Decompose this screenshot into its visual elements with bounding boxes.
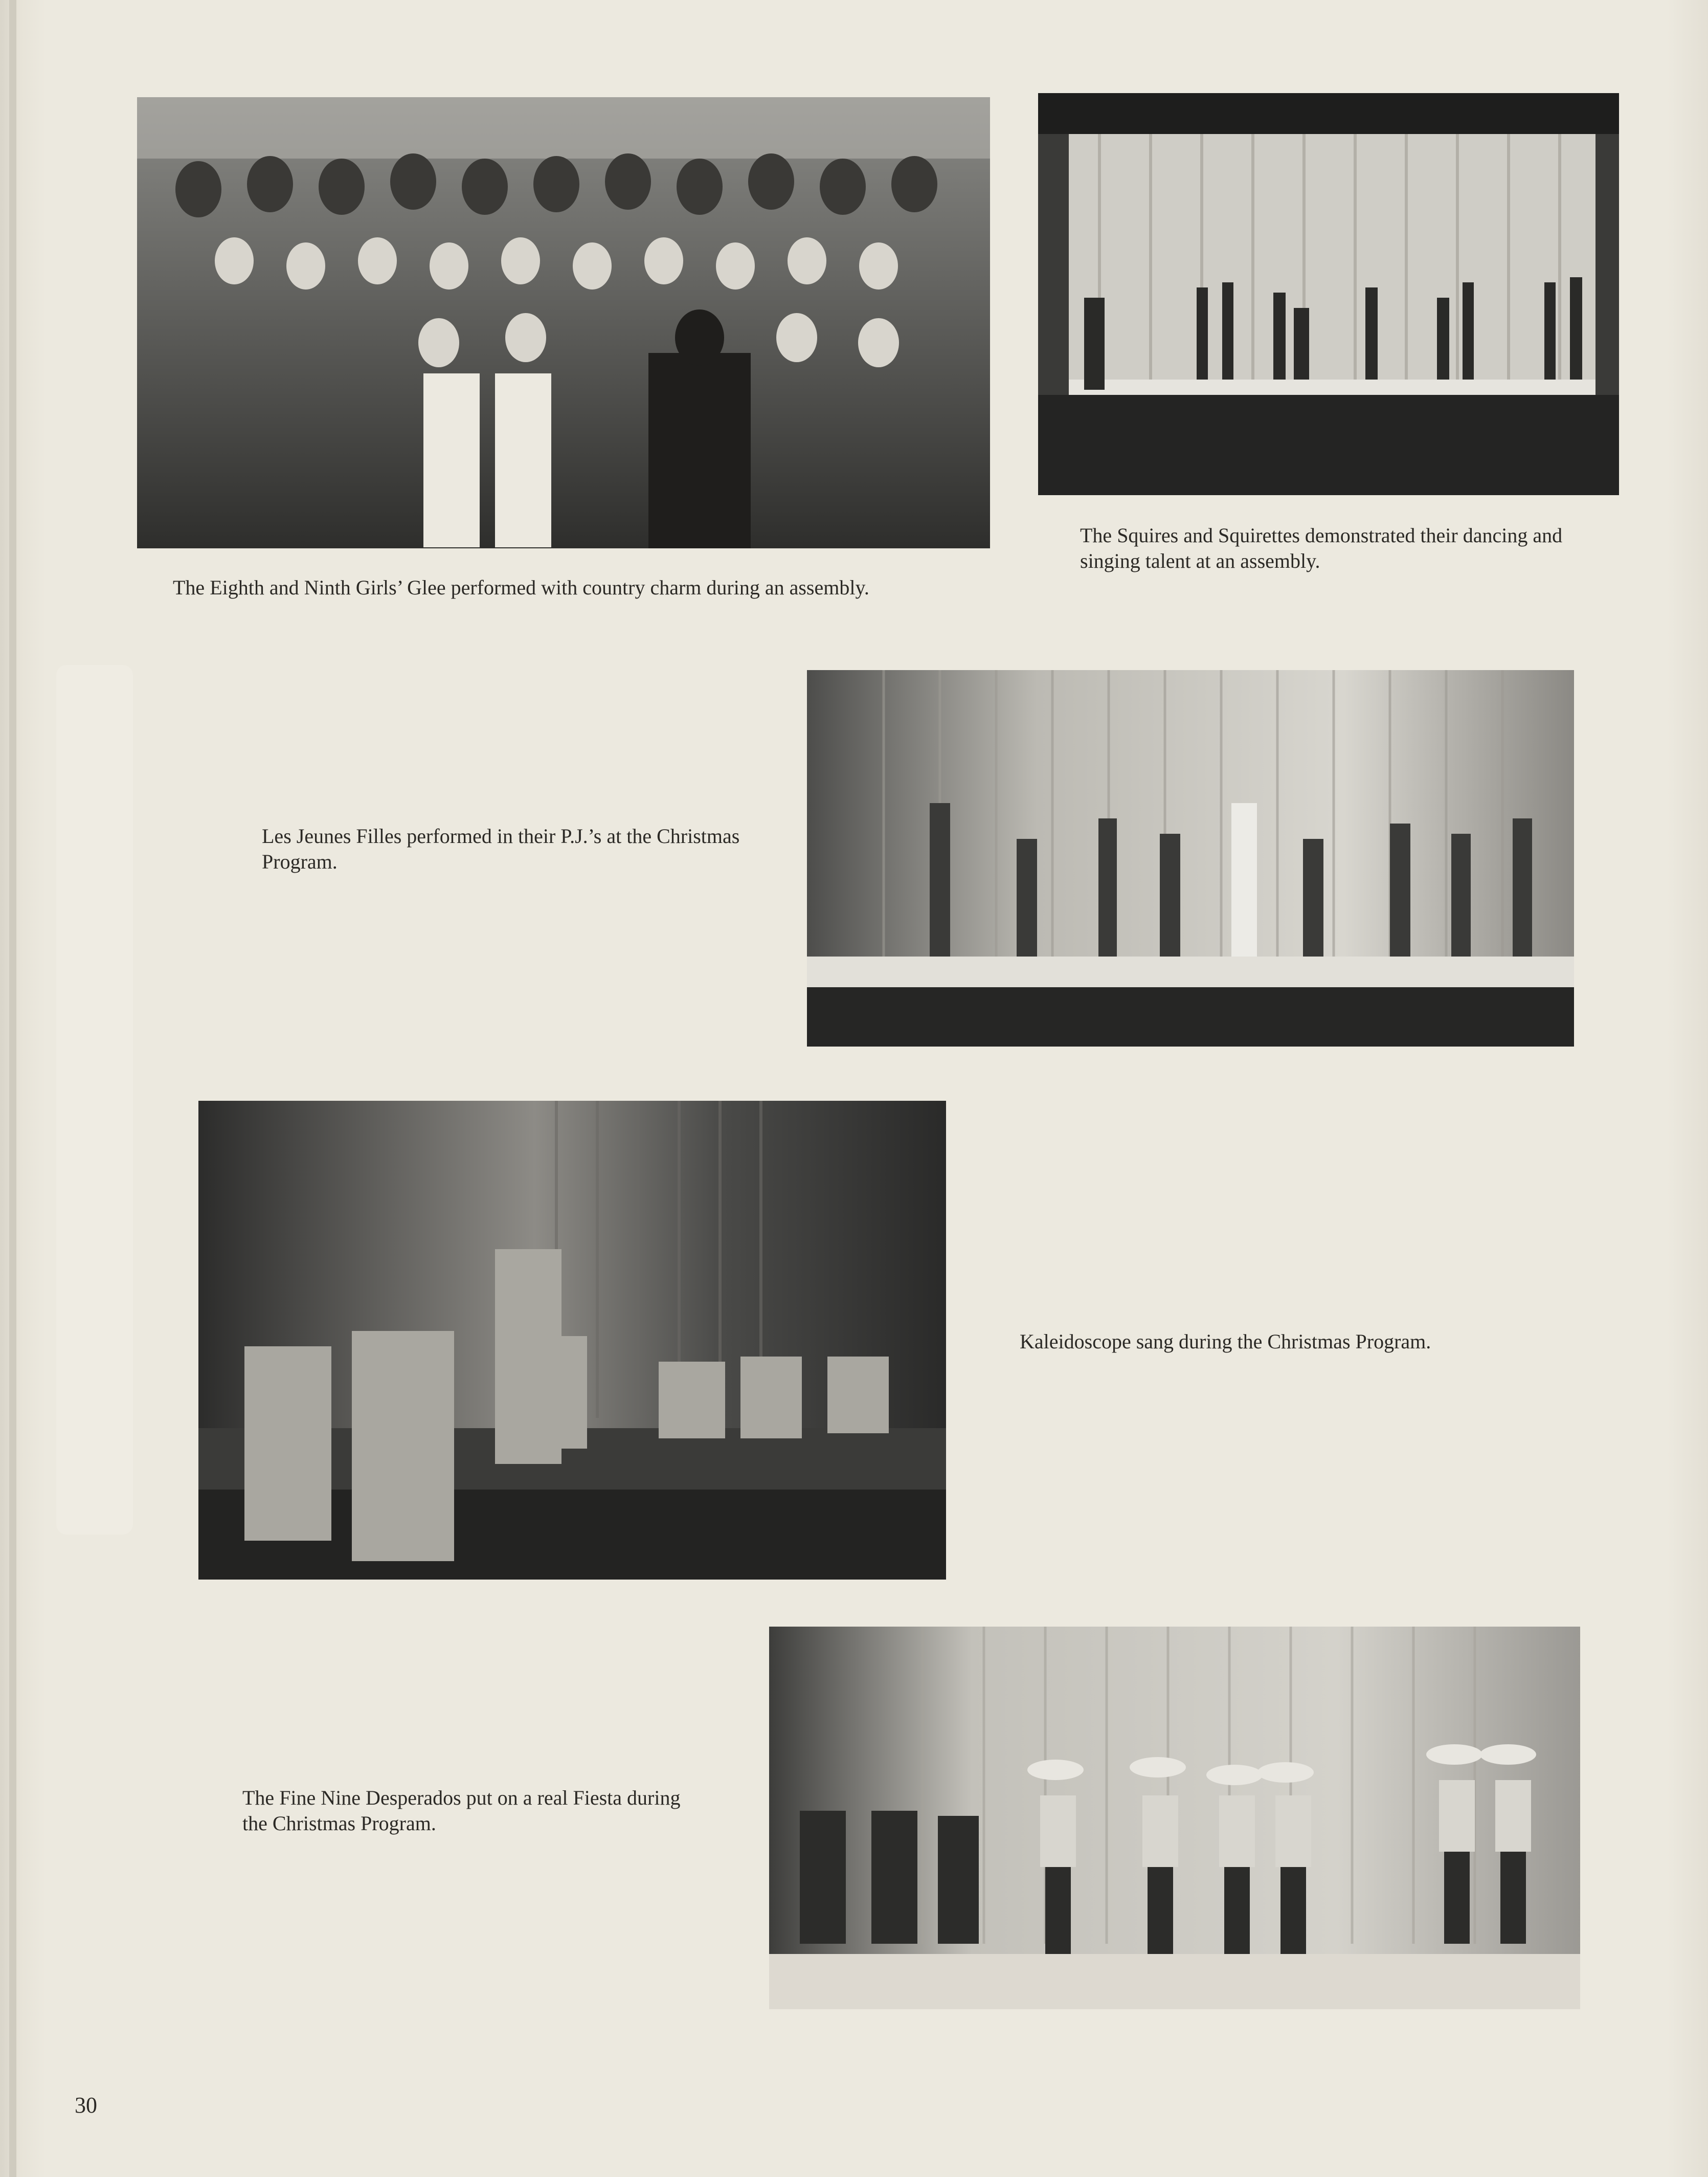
caption-fine-nine-desperados: The Fine Nine Desperados put on a real Fiesta during the Christmas Program.	[242, 1786, 681, 1835]
faded-watermark-graphic	[15, 665, 148, 1535]
page-number: 30	[75, 2093, 97, 2118]
caption-squires-squirettes: The Squires and Squirettes demonstrated their dancing and singing talent at an assembly.	[1080, 524, 1563, 572]
caption-girls-glee: The Eighth and Ninth Girls’ Glee performed with country charm during an assembly.	[173, 576, 869, 599]
photo-girls-glee	[137, 97, 990, 548]
photo-kaleidoscope	[198, 1101, 946, 1580]
photo-fine-nine-desperados	[769, 1627, 1580, 2009]
caption-kaleidoscope: Kaleidoscope sang during the Christmas Program.	[1020, 1330, 1431, 1353]
photo-squires-squirettes	[1038, 93, 1619, 495]
photo-les-jeunes-filles	[807, 670, 1574, 1047]
caption-les-jeunes-filles: Les Jeunes Filles performed in their P.J.’s at the Christmas Program.	[262, 825, 740, 873]
